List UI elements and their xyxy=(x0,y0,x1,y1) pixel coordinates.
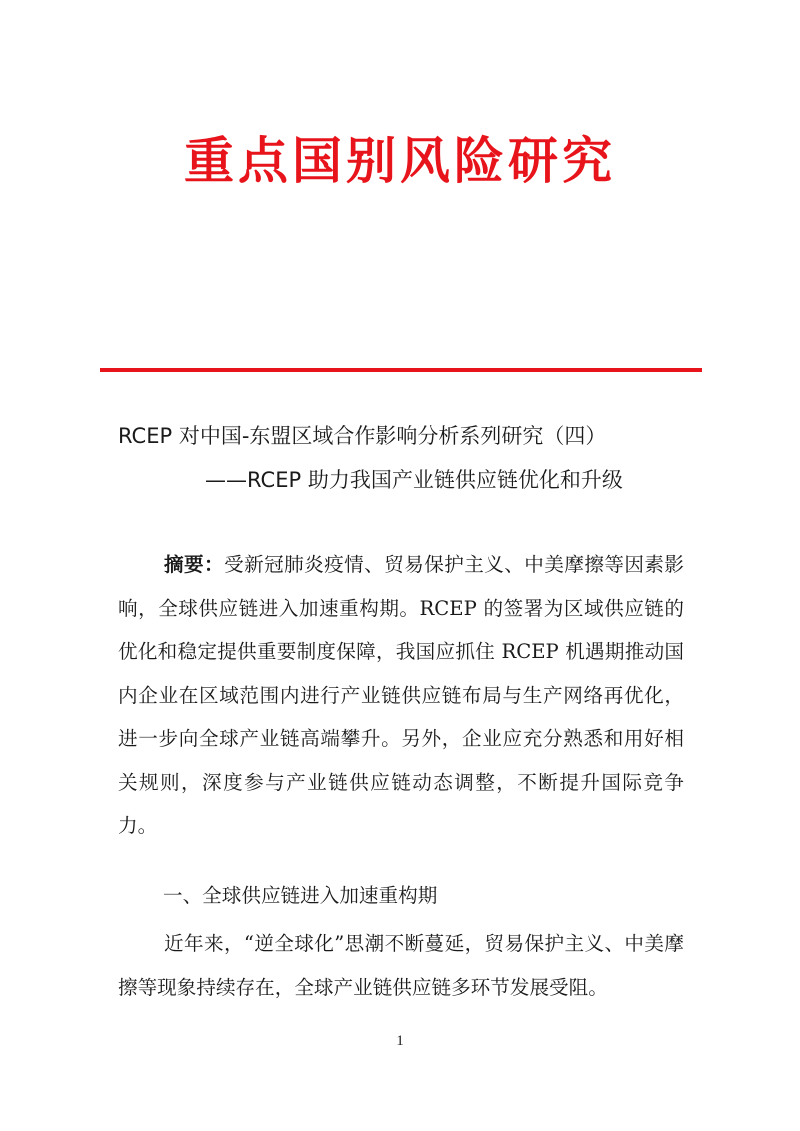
report-title: RCEP 对中国-东盟区域合作影响分析系列研究（四） xyxy=(118,424,607,448)
abstract-paragraph xyxy=(118,543,684,848)
banner-title: 重点国别风险研究 xyxy=(184,131,616,190)
page-number: 1 xyxy=(396,1033,404,1049)
body-paragraph: 近年来，“逆全球化”思潮不断蔓延，贸易保护主义、中美摩擦等现象持续存在，全球产业链供应链多环节发展受阻。 xyxy=(118,932,684,999)
section-heading: 一、全球供应链进入加速重构期 xyxy=(163,884,438,907)
abstract-label: 摘要： xyxy=(164,553,225,576)
report-subtitle: ——RCEP 助力我国产业链供应链优化和升级 xyxy=(205,468,623,492)
red-divider-line xyxy=(100,368,702,372)
abstract-text: 受新冠肺炎疫情、贸易保护主义、中美摩擦等因素影响，全球供应链进入加速重构期。RCEP 的签署为区域供应链的优化和稳定提供重要制度保障，我国应抓住 RCEP 机遇期推动国内企业在区域范围内进行产业链供应链布局与生产网络再优化，进一步向全球产业链高端攀升。另外，企业应充分熟悉和用好相关规则，深度参与产业链供应链动态调整，不断提升国际竞争力。 xyxy=(118,553,685,837)
